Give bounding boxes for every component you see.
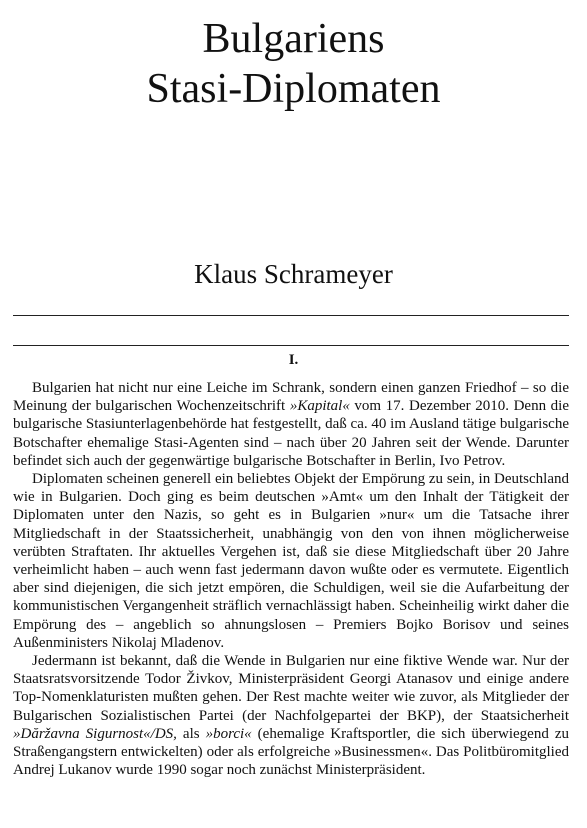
paragraph-3-term-ds: »Dăržavna Sigurnost«/DS, [13, 725, 177, 742]
section-heading: I. [288, 352, 299, 368]
paragraph-3-text-a: Jedermann ist bekannt, daß die Wende in Bulgarien nur eine fiktive Wende war. Nur der Staatsratsvorsitzende Todor Živkov, Ministerpräsident Georgi Atanasov und einige andere Top-Nomenklaturisten mußten gehen. Der Rest machte weiter wie zuvor, als Mitglieder der Bulgarischen Sozialistischen Partei (der Nachfolgepartei der BKP), der Staatsicherheit [13, 653, 569, 724]
paragraph-3-text-e: (ehemalige Kraftsportler, die sich überwiegend zu Straßengangstern entwickelten) oder als erfolgreiche »Businessmen«. Das Politbüromitglied Andrej Lukanov wurde 1990 sogar noch zunächst Ministerpräsident. [13, 725, 569, 779]
title-line-2: Stasi-Diplomaten [146, 66, 441, 112]
title-line-1: Bulgariens [202, 16, 385, 62]
paragraph-3 [13, 652, 569, 779]
paragraph-3-text-c: als [176, 725, 206, 742]
paragraph-2-text: Diplomaten scheinen generell ein beliebtes Objekt der Empörung zu sein, in Deutschland wie in Bulgarien. Doch ging es beim deutschen »Amt« um den Inhalt der Tätigkeit der Diplomaten unter den Nazis, so geht es in Bulgarien »nur« um die Tatsache ihrer Mitgliedschaft in der Staatssicherheit, unabhängig von den von ihnen möglicherweise verübten Straftaten. Ihr aktuelles Vergehen ist, daß sie diese Mitgliedschaft über 20 Jahre verheimlicht haben – auch wenn fast jedermann davon wußte oder es vermutete. Eigentlich aber sind diejenigen, die sich jetzt empören, die Schuldigen, weil sie die Aufarbeitung der kommunistischen Vergangenheit sträflich vernachlässigt haben. Scheinheilig wirkt daher die Empörung des – angeblich so ahnungslosen – Premiers Bojko Borisov und seines Außenministers Nikolaj Mladenov. [13, 471, 569, 651]
paragraph-1-text-a: Bulgarien hat nicht nur eine Leiche im Schrank, sondern einen ganzen Friedhof – so die Meinung der bulgarischen Wochenzeitschrift [13, 380, 569, 415]
author-name: Klaus Schrameyer [194, 259, 393, 289]
paragraph-1-publication: »Kapital« [289, 398, 350, 415]
article-body [13, 379, 569, 779]
horizontal-rule-top [13, 315, 569, 316]
paragraph-1 [13, 379, 569, 470]
paragraph-1-text-c: vom 17. Dezember 2010. Denn die bulgarische Stasiunterlagenbehörde hat festgestellt, daß ca. 40 im Ausland tätige bulgarische Botschafter ehemalige Stasi-Agenten sind – nach über 20 Jahren seit der Wende. Darunter befindet sich auch der gegenwärtige bulgarische Botschafter in Berlin, Ivo Petrov. [13, 398, 569, 469]
horizontal-rule-bottom [13, 345, 569, 346]
paragraph-2 [13, 470, 569, 652]
paragraph-3-term-borci: »borci« [205, 725, 252, 742]
